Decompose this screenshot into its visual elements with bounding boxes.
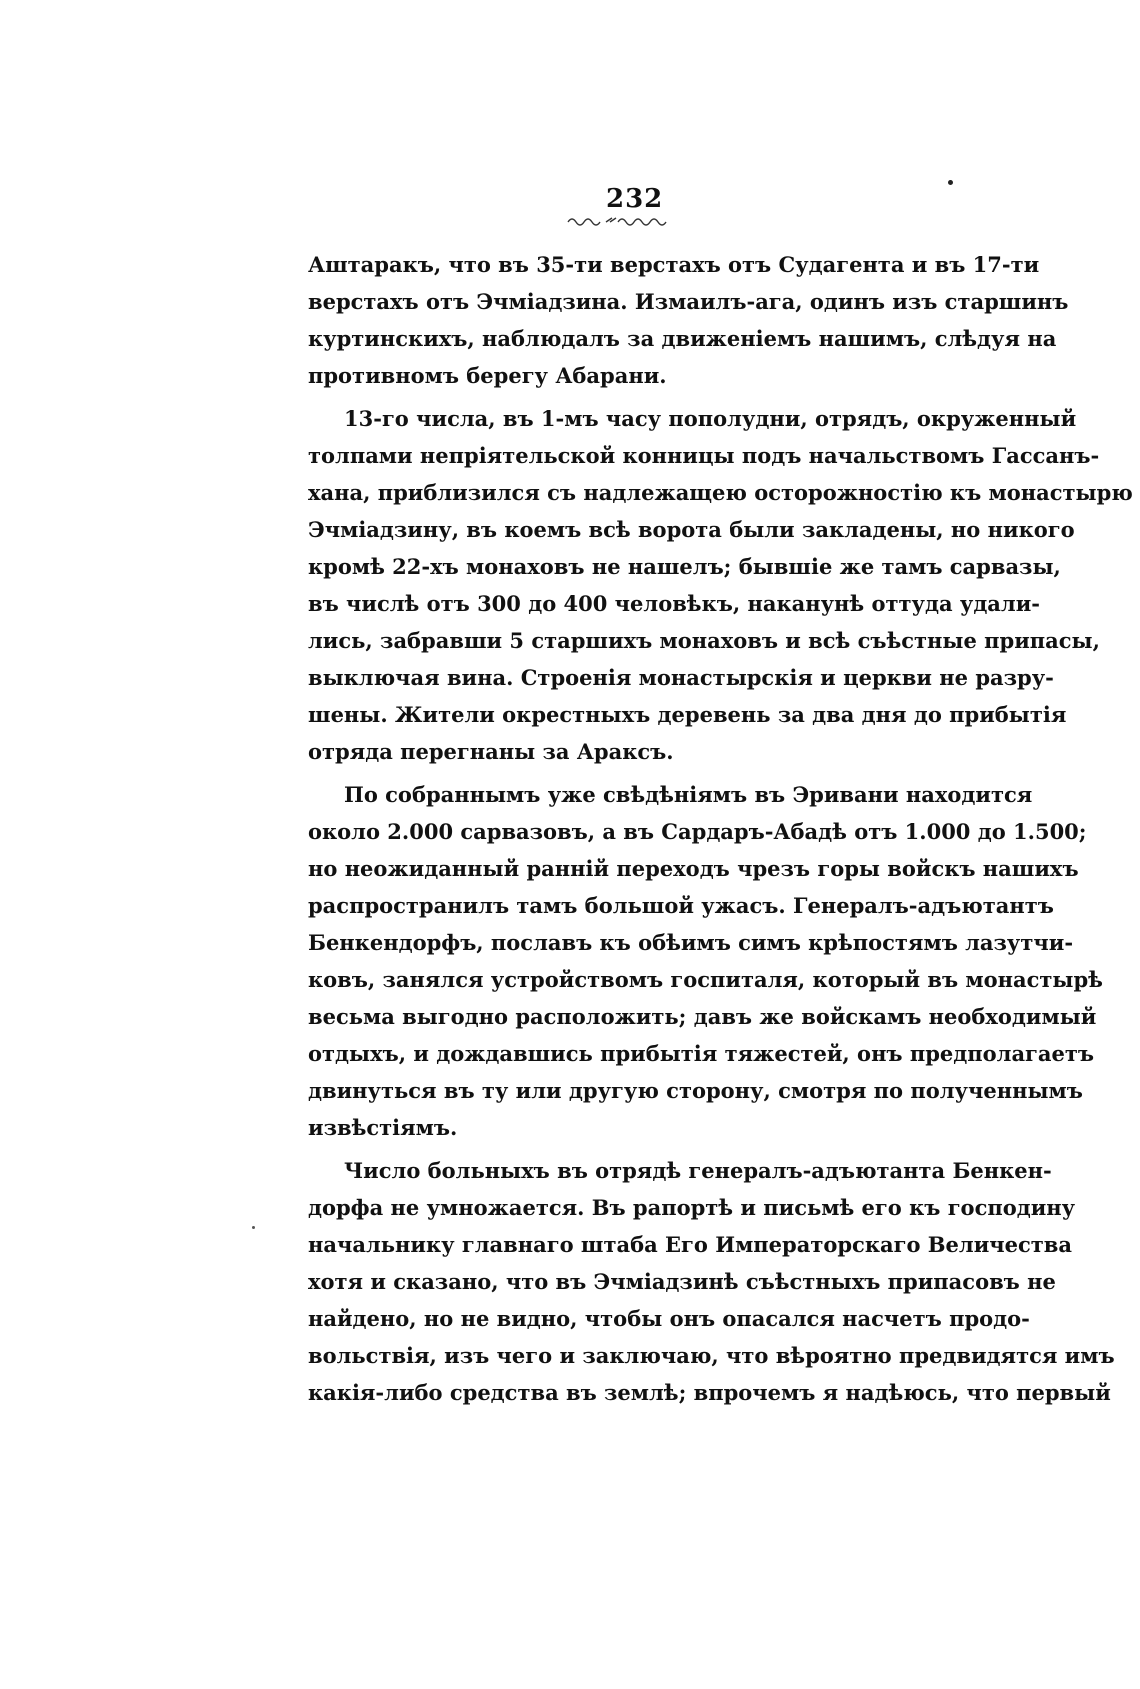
text-line: лись, забравши 5 старшихъ монаховъ и всѣ съѣстные припасы, (308, 628, 1100, 653)
text-line: въ числѣ отъ 300 до 400 человѣкъ, наканунѣ оттуда удали- (308, 591, 1041, 616)
text-line: извѣстіямъ. (308, 1115, 458, 1140)
text-line: противномъ берегу Абарани. (308, 363, 667, 388)
text-line: толпами непріятельской конницы подъ начальствомъ Гассанъ- (308, 443, 1100, 468)
page-speck (948, 180, 953, 185)
text-line: ковъ, занялся устройствомъ госпиталя, который въ монастырѣ (308, 967, 1103, 992)
text-line: дорфа не умножается. Въ рапортѣ и письмѣ его къ господину (308, 1195, 1076, 1220)
text-line: верстахъ отъ Эчміадзина. Измаилъ-ага, одинъ изъ старшинъ (308, 289, 1069, 314)
text-line: хана, приблизился съ надлежащею осторожностію къ монастырю (308, 480, 1133, 505)
text-line: Бенкендорфъ, пославъ къ обѣимъ симъ крѣпостямъ лазутчи- (308, 930, 1074, 955)
text-line: но неожиданный ранній переходъ чрезъ горы войскъ нашихъ (308, 856, 1079, 881)
text-line: куртинскихъ, наблюдалъ за движеніемъ нашимъ, слѣдуя на (308, 326, 1057, 351)
text-line: отряда перегнаны за Араксъ. (308, 739, 674, 764)
text-line: весьма выгодно расположить; давъ же войскамъ необходимый (308, 1004, 1097, 1029)
text-body (308, 246, 1133, 1417)
text-line: какія-либо средства въ землѣ; впрочемъ я надѣюсь, что первый (308, 1380, 1111, 1405)
paragraph (308, 400, 1133, 770)
text-line: Эчміадзину, въ коемъ всѣ ворота были закладены, но никого (308, 517, 1075, 542)
ornament-divider (566, 213, 668, 227)
text-line: Число больныхъ въ отрядѣ генералъ-адъютанта Бенкен- (344, 1158, 1052, 1183)
text-line: По собраннымъ уже свѣдѣніямъ въ Эривани находится (344, 782, 1033, 807)
text-line: распространилъ тамъ большой ужасъ. Генералъ-адъютантъ (308, 893, 1054, 918)
text-line: начальнику главнаго штаба Его Императорскаго Величества (308, 1232, 1072, 1257)
text-line: 13-го числа, въ 1-мъ часу пополудни, отрядъ, окруженный (344, 406, 1077, 431)
margin-speck (252, 1226, 255, 1229)
text-line: шены. Жители окрестныхъ деревень за два дня до прибытія (308, 702, 1067, 727)
text-line: кромѣ 22-хъ монаховъ не нашелъ; бывшіе же тамъ сарвазы, (308, 554, 1061, 579)
text-line: Аштаракъ, что въ 35-ти верстахъ отъ Судагента и въ 17-ти (308, 252, 1040, 277)
text-line: двинуться въ ту или другую сторону, смотря по полученнымъ (308, 1078, 1083, 1103)
text-line: найдено, но не видно, чтобы онъ опасался насчетъ продо- (308, 1306, 1030, 1331)
page-number: 232 (606, 184, 664, 214)
text-line: отдыхъ, и дождавшись прибытія тяжестей, онъ предполагаетъ (308, 1041, 1095, 1066)
paragraph (308, 1152, 1115, 1411)
paragraph (308, 246, 1069, 394)
paragraph (308, 776, 1103, 1146)
text-line: около 2.000 сарвазовъ, а въ Сардаръ-Абадѣ отъ 1.000 до 1.500; (308, 819, 1087, 844)
text-line: вольствія, изъ чего и заключаю, что вѣроятно предвидятся имъ (308, 1343, 1115, 1368)
text-line: выключая вина. Строенія монастырскія и церкви не разру- (308, 665, 1054, 690)
text-line: хотя и сказано, что въ Эчміадзинѣ съѣстныхъ припасовъ не (308, 1269, 1056, 1294)
